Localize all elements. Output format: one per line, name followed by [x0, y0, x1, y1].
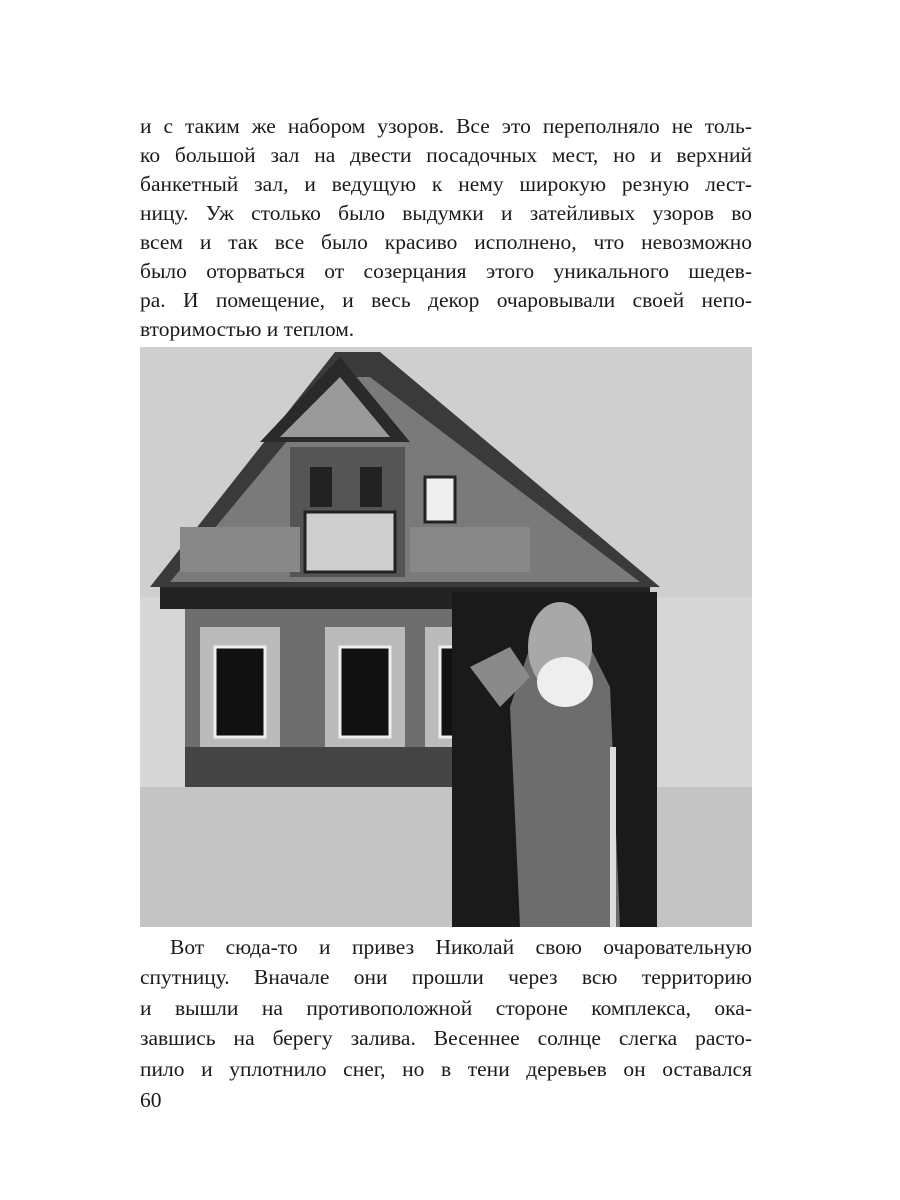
- text-line: завшись на берегу залива. Весеннее солнце слегка расто-: [140, 1026, 752, 1051]
- page-number: 60: [140, 1088, 162, 1112]
- text-line: ра. И помещение, и весь декор очаровывали своей непо-: [140, 288, 752, 312]
- text-line: пило и уплотнило снег, но в тени деревьев он оставался: [140, 1056, 752, 1081]
- text-line: Вот сюда-то и привез Николай свою очаровательную: [170, 935, 752, 959]
- text-line: банкетный зал, и ведущую к нему широкую резную лест-: [140, 172, 752, 196]
- text-line: и с таким же набором узоров. Все это переполняло не толь-: [140, 114, 752, 138]
- text-line: всем и так все было красиво исполнено, что невозможно: [140, 230, 752, 254]
- carved-figure: [452, 592, 657, 927]
- text-line: спутницу. Вначале они прошли через всю территорию: [140, 965, 752, 990]
- paragraph-1: [140, 112, 752, 344]
- text-line: вторимостью и теплом.: [140, 317, 355, 341]
- paragraph-2: [140, 932, 752, 1084]
- text-line: ницу. Уж столько было выдумки и затейливых узоров во: [140, 201, 752, 225]
- text-line: и вышли на противоположной стороне комплекса, ока-: [140, 995, 752, 1020]
- photo-collage-wooden-house-and-carved-figure: [140, 347, 752, 927]
- text-line: ко большой зал на двести посадочных мест, но и верхний: [140, 143, 752, 167]
- text-line: было оторваться от созерцания этого уникального шедев-: [140, 259, 752, 283]
